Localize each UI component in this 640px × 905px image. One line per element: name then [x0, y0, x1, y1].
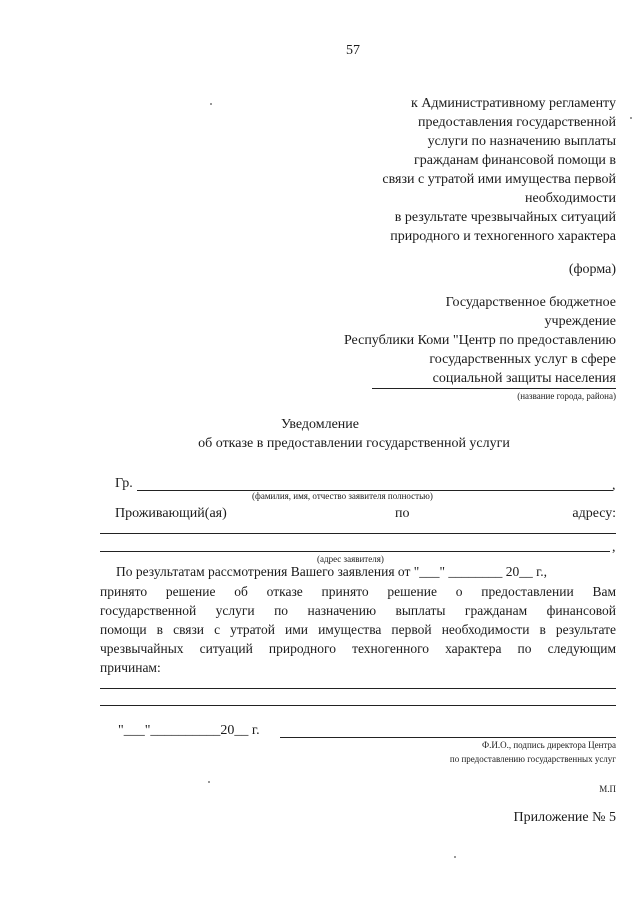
regulation-line: гражданам финансовой помощи в	[414, 153, 616, 168]
page-number: 57	[346, 43, 360, 58]
reason-line-1[interactable]	[100, 688, 616, 689]
body-line: причинам:	[100, 660, 161, 675]
institution-line: социальной защиты населения	[432, 371, 616, 386]
regulation-line: связи с утратой ими имущества первой	[382, 172, 616, 187]
signature-line[interactable]	[280, 737, 616, 738]
form-label: (форма)	[568, 262, 616, 277]
address-label: адресу:	[572, 506, 616, 521]
applicant-prefix: Гр.	[115, 476, 133, 491]
regulation-line: услуги по назначению выплаты	[427, 134, 616, 149]
signature-date: "___"__________20__ г.	[118, 723, 260, 738]
institution-line: Государственное бюджетное	[445, 295, 616, 310]
regulation-line: предоставления государственной	[417, 115, 616, 130]
institution-line: Республики Коми "Центр по предоставлению	[343, 333, 616, 348]
city-caption: (название города, района)	[517, 391, 616, 401]
regulation-line: необходимости	[524, 191, 616, 206]
seal-mark: М.П	[599, 784, 616, 794]
body-line: помощи в связи с утратой ими имущества первой необходимости в результате	[100, 622, 616, 637]
institution-line: государственных услуг в сфере	[429, 352, 616, 367]
body-line: государственной услуги по назначению выплаты гражданам финансовой	[100, 603, 616, 618]
institution-line: учреждение	[544, 314, 616, 329]
body-line: чрезвычайных ситуаций природного техногенного характера по следующим	[100, 641, 616, 656]
scan-speck	[210, 103, 212, 105]
applicant-name-caption: (фамилия, имя, отчество заявителя полностью)	[252, 491, 433, 501]
address-caption: (адрес заявителя)	[317, 554, 384, 564]
applicant-suffix: ,	[612, 478, 616, 493]
reason-line-2[interactable]	[100, 705, 616, 706]
regulation-line: в результате чрезвычайных ситуаций	[394, 210, 616, 225]
residing-label: Проживающий(ая)	[115, 506, 227, 521]
address-line-1[interactable]	[100, 533, 616, 534]
signature-caption-1: Ф.И.О., подпись директора Центра	[481, 740, 616, 750]
regulation-line: к Административному регламенту	[411, 96, 616, 111]
notice-subtitle: об отказе в предоставлении государственной услуги	[198, 436, 510, 451]
address-suffix: ,	[612, 540, 616, 555]
body-line: По результатам рассмотрения Вашего заявления от "___" ________ 20__ г.,	[116, 564, 547, 579]
address-line-2[interactable]	[100, 551, 610, 552]
scan-speck	[630, 117, 632, 119]
city-line[interactable]	[372, 388, 616, 389]
scan-speck	[208, 781, 210, 783]
notice-title: Уведомление	[280, 417, 359, 432]
scan-speck	[454, 856, 456, 858]
regulation-line: природного и техногенного характера	[390, 229, 616, 244]
signature-caption-2: по предоставлению государственных услуг	[449, 754, 616, 764]
po-label: по	[395, 506, 410, 521]
body-line: принято решение об отказе принято решение о предоставлении Вам	[100, 584, 616, 599]
appendix-label: Приложение № 5	[513, 810, 616, 825]
